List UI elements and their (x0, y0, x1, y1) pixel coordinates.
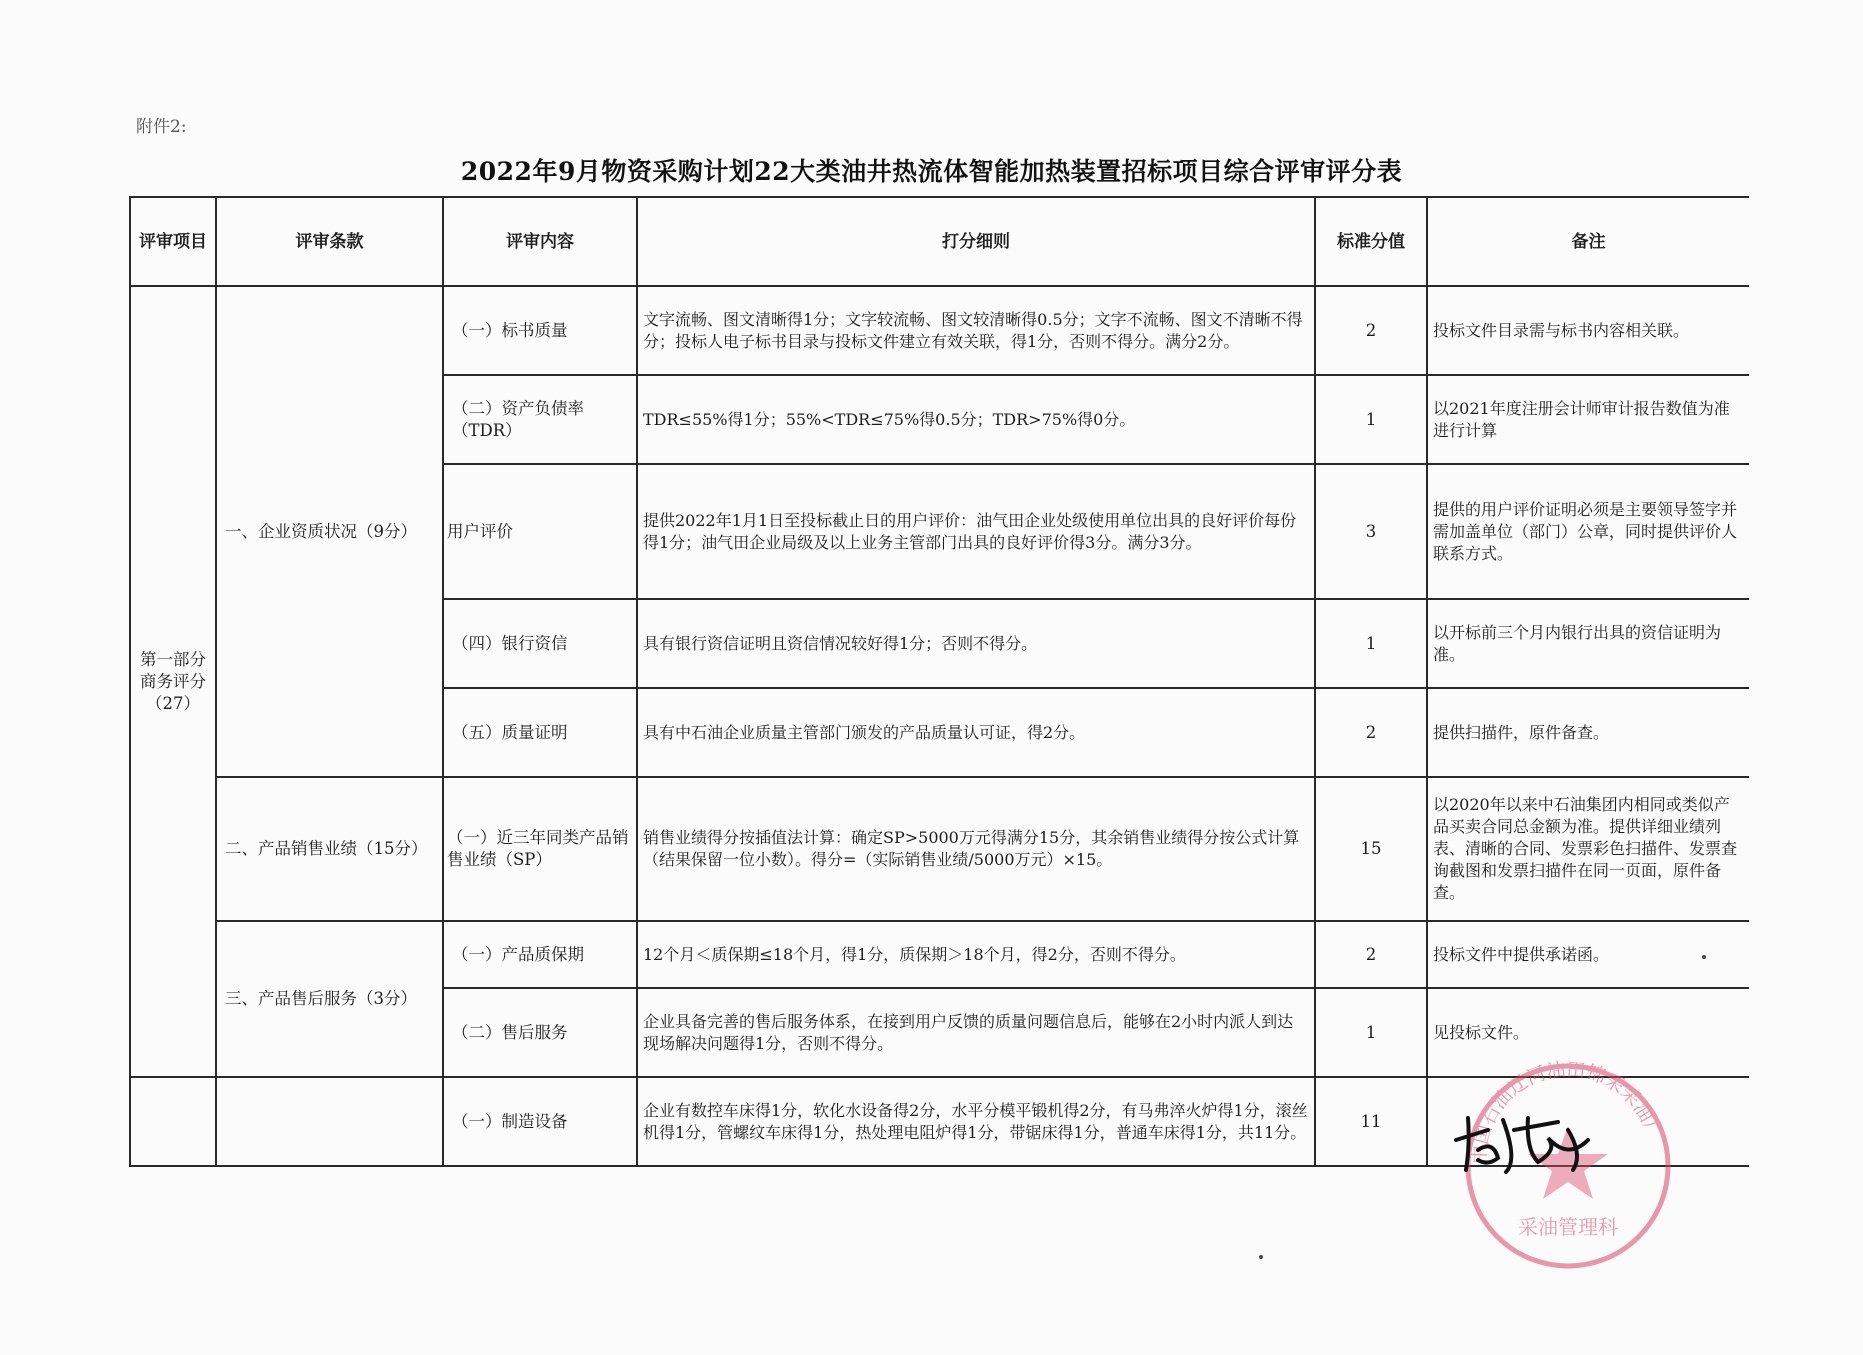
header-remarks: 备注 (1427, 197, 1749, 286)
attachment-label: 附件2: (136, 117, 187, 137)
content-cell: （二）资产负债率（TDR） (443, 375, 637, 464)
detail-cell: 文字流畅、图文清晰得1分；文字较流畅、图文较清晰得0.5分；文字不流畅、图文不清晰不得分；投标人电子标书目录与投标文件建立有效关联，得1分，否则不得分。满分2分。 (637, 286, 1315, 375)
header-review-item: 评审项目 (130, 197, 216, 286)
handwritten-signature (1448, 1100, 1618, 1180)
score-cell: 1 (1315, 599, 1427, 688)
content-cell: （一）标书质量 (443, 286, 637, 375)
table-row (130, 286, 1749, 375)
header-row (130, 197, 1749, 286)
part2-label-cell (130, 1077, 216, 1166)
note-cell: 投标文件中提供承诺函。 (1427, 921, 1749, 988)
content-cell: （二）售后服务 (443, 988, 637, 1077)
clause-sales-performance: 二、产品销售业绩（15分） (216, 777, 443, 921)
content-cell: （一）近三年同类产品销售业绩（SP） (443, 777, 637, 921)
note-cell: 见投标文件。 (1427, 988, 1749, 1077)
detail-cell: 具有中石油企业质量主管部门颁发的产品质量认可证，得2分。 (637, 688, 1315, 777)
clause-qualification: 一、企业资质状况（9分） (216, 286, 443, 777)
header-scoring-detail: 打分细则 (637, 197, 1315, 286)
content-cell: （五）质量证明 (443, 688, 637, 777)
clause-after-sales: 三、产品售后服务（3分） (216, 921, 443, 1077)
detail-cell: TDR≤55%得1分；55%<TDR≤75%得0.5分；TDR>75%得0分。 (637, 375, 1315, 464)
score-cell: 11 (1315, 1077, 1427, 1166)
document-title: 2022年9月物资采购计划22大类油井热流体智能加热装置招标项目综合评审评分表 (460, 157, 1403, 186)
table-row (130, 777, 1749, 921)
content-cell: （一）制造设备 (443, 1077, 637, 1166)
part1-label: 第一部分 商务评分 （27） (130, 286, 216, 1077)
detail-cell: 12个月＜质保期≤18个月，得1分，质保期＞18个月，得2分，否则不得分。 (637, 921, 1315, 988)
score-cell: 3 (1315, 464, 1427, 599)
content-cell: 用户评价 (443, 464, 637, 599)
clause-equipment-cell (216, 1077, 443, 1166)
score-cell: 2 (1315, 688, 1427, 777)
score-cell: 2 (1315, 286, 1427, 375)
note-cell: 投标文件目录需与标书内容相关联。 (1427, 286, 1749, 375)
header-standard-score: 标准分值 (1315, 197, 1427, 286)
detail-cell: 企业具备完善的售后服务体系，在接到用户反馈的质量问题信息后，能够在2小时内派人到达现场解决问题得1分，否则不得分。 (637, 988, 1315, 1077)
svg-text:中国石油辽河油田锦采采油厂: 中国石油辽河油田锦采采油厂 (1468, 1058, 1666, 1165)
score-cell: 15 (1315, 777, 1427, 921)
header-review-clause: 评审条款 (216, 197, 443, 286)
note-cell: 以2021年度注册会计师审计报告数值为准进行计算 (1427, 375, 1749, 464)
scan-speck (1259, 1255, 1263, 1259)
note-cell: 以2020年以来中石油集团内相同或类似产品买卖合同总金额为准。提供详细业绩列表、清晰的合同、发票彩色扫描件、发票查询截图和发票扫描件在同一页面，原件备查。 (1427, 777, 1749, 921)
detail-cell: 提供2022年1月1日至投标截止日的用户评价：油气田企业处级使用单位出具的良好评价每份得1分；油气田企业局级及以上业务主管部门出具的良好评价得3分。满分3分。 (637, 464, 1315, 599)
score-cell: 2 (1315, 921, 1427, 988)
content-cell: （一）产品质保期 (443, 921, 637, 988)
note-cell: 以开标前三个月内银行出具的资信证明为准。 (1427, 599, 1749, 688)
score-cell: 1 (1315, 375, 1427, 464)
note-cell: 提供的用户评价证明必须是主要领导签字并需加盖单位（部门）公章，同时提供评价人联系方式。 (1427, 464, 1749, 599)
scan-speck (1702, 955, 1706, 959)
score-cell: 1 (1315, 988, 1427, 1077)
detail-cell: 具有银行资信证明且资信情况较好得1分；否则不得分。 (637, 599, 1315, 688)
note-cell: 提供扫描件，原件备查。 (1427, 688, 1749, 777)
detail-cell: 销售业绩得分按插值法计算：确定SP>5000万元得满分15分，其余销售业绩得分按公式计算（结果保留一位小数）。得分=（实际销售业绩/5000万元）×15。 (637, 777, 1315, 921)
svg-text:采油管理科: 采油管理科 (1518, 1215, 1618, 1239)
scoring-table-container (129, 196, 1749, 1170)
table-row (130, 921, 1749, 988)
content-cell: （四）银行资信 (443, 599, 637, 688)
header-review-content: 评审内容 (443, 197, 637, 286)
scoring-table (129, 196, 1749, 1167)
detail-cell: 企业有数控车床得1分，软化水设备得2分，水平分模平锻机得2分，有马弗淬火炉得1分，滚丝机得1分，管螺纹车床得1分，热处理电阻炉得1分，带锯床得1分，普通车床得1分，共11分。 (637, 1077, 1315, 1166)
